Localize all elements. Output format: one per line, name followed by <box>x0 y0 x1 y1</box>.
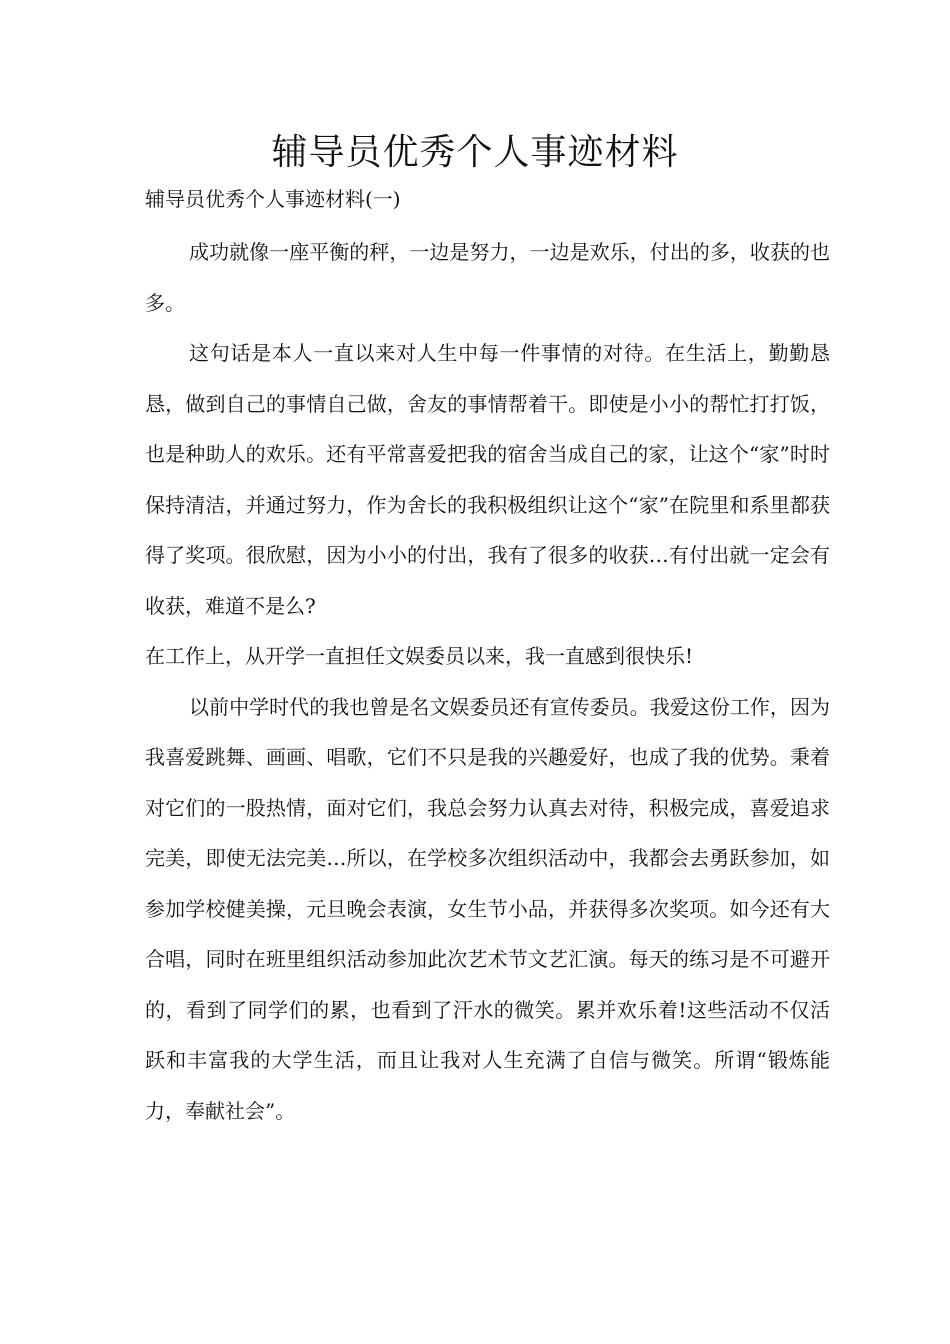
document-subtitle: 辅导员优秀个人事迹材料(一) <box>145 187 401 211</box>
paragraph: 以前中学时代的我也曾是名文娱委员还有宣传委员。我爱这份工作，因为我喜爱跳舞、画画、唱歌，它们不只是我的兴趣爱好，也成了我的优势。秉着对它们的一股热情，面对它们，我总会努力认真去对待，积极完成，喜爱追求完美，即使无法完美…所以，在学校多次组织活动中，我都会去勇跃参加，如参加学校健美操，元旦晚会表演，女生节小品，并获得多次奖项。如今还有大合唱，同时在班里组织活动参加此次艺术节文艺汇演。每天的练习是不可避开的，看到了同学们的累，也看到了汗水的微笑。累并欢乐着!这些活动不仅活跃和丰富我的大学生活，而且让我对人生充满了自信与微笑。所谓“锻炼能力，奉献社会”。 <box>145 694 830 1123</box>
paragraph: 这句话是本人一直以来对人生中每一件事情的对待。在生活上，勤勤恳恳，做到自己的事情自己做，舍友的事情帮着干。即使是小小的帮忙打打饭，也是种助人的欢乐。还有平常喜爱把我的宿舍当成自己的家，让这个“家”时时保持清洁，并通过努力，作为舍长的我积极组织让这个“家”在院里和系里都获得了奖项。很欣慰，因为小小的付出，我有了很多的收获…有付出就一定会有收获，难道不是么? <box>145 341 830 618</box>
paragraph: 成功就像一座平衡的秤，一边是努力，一边是欢乐，付出的多，收获的也多。 <box>145 240 830 315</box>
document-body <box>145 227 830 1136</box>
document-title: 辅导员优秀个人事迹材料 <box>271 132 679 173</box>
paragraph: 在工作上，从开学一直担任文娱委员以来，我一直感到很快乐! <box>145 644 694 668</box>
